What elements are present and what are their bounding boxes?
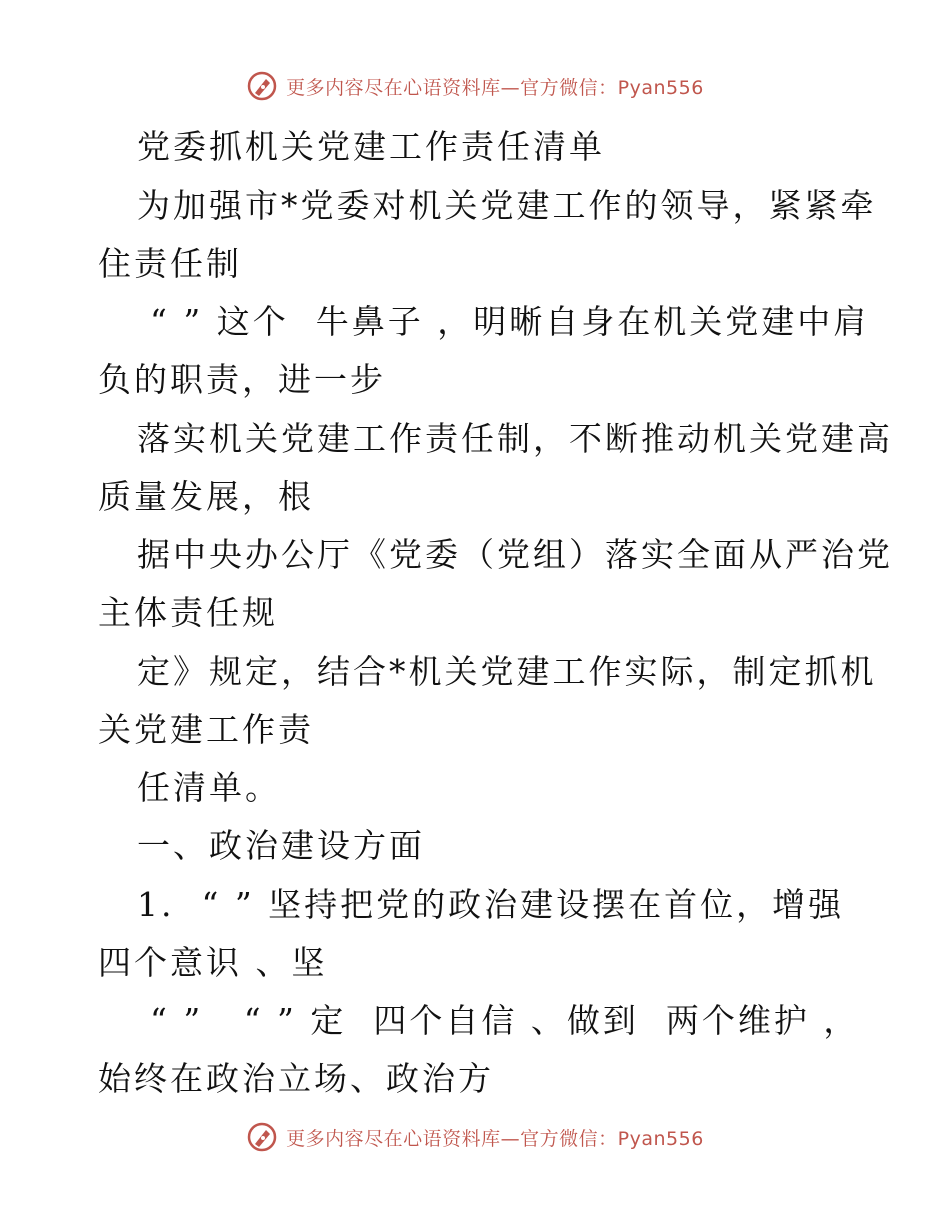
pen-nib-logo-icon — [246, 1121, 278, 1153]
paragraph-line: 落实机关党建工作责任制，不断推动机关党建高 — [137, 419, 893, 458]
paragraph-line: 住责任制 — [98, 244, 242, 283]
section-heading: 一、政治建设方面 — [137, 826, 425, 865]
paragraph-line: 定》规定，结合*机关党建工作实际，制定抓机 — [137, 652, 877, 691]
document-title: 党委抓机关党建工作责任清单 — [137, 127, 605, 166]
paragraph-line: 1. “ ” 坚持把党的政治建设摆在首位，增强 — [137, 885, 845, 924]
paragraph-line: “ ” “ ” 定 四个自信 、做到 两个维护 ， — [150, 1001, 860, 1040]
paragraph-line: 始终在政治立场、政治方 — [98, 1059, 494, 1098]
paragraph-line: 为加强市*党委对机关党建工作的领导，紧紧牵 — [137, 186, 877, 225]
paragraph-line: 四个意识 、坚 — [98, 943, 328, 982]
paragraph-line: 主体责任规 — [98, 593, 278, 632]
header-watermark — [0, 70, 950, 102]
paragraph-line: 据中央办公厅《党委（党组）落实全面从严治党 — [137, 535, 893, 574]
watermark-text: 更多内容尽在心语资料库—官方微信：Pyan556 — [286, 1127, 704, 1150]
watermark-text: 更多内容尽在心语资料库—官方微信：Pyan556 — [286, 76, 704, 99]
paragraph-line: 任清单。 — [137, 768, 281, 807]
footer-watermark — [0, 1121, 950, 1153]
paragraph-line: “ ” 这个 牛鼻子 ，明晰自身在机关党建中肩 — [150, 302, 870, 341]
paragraph-line: 质量发展，根 — [98, 477, 314, 516]
paragraph-line: 关党建工作责 — [98, 710, 314, 749]
pen-nib-logo-icon — [246, 70, 278, 102]
paragraph-line: 负的职责，进一步 — [98, 360, 386, 399]
